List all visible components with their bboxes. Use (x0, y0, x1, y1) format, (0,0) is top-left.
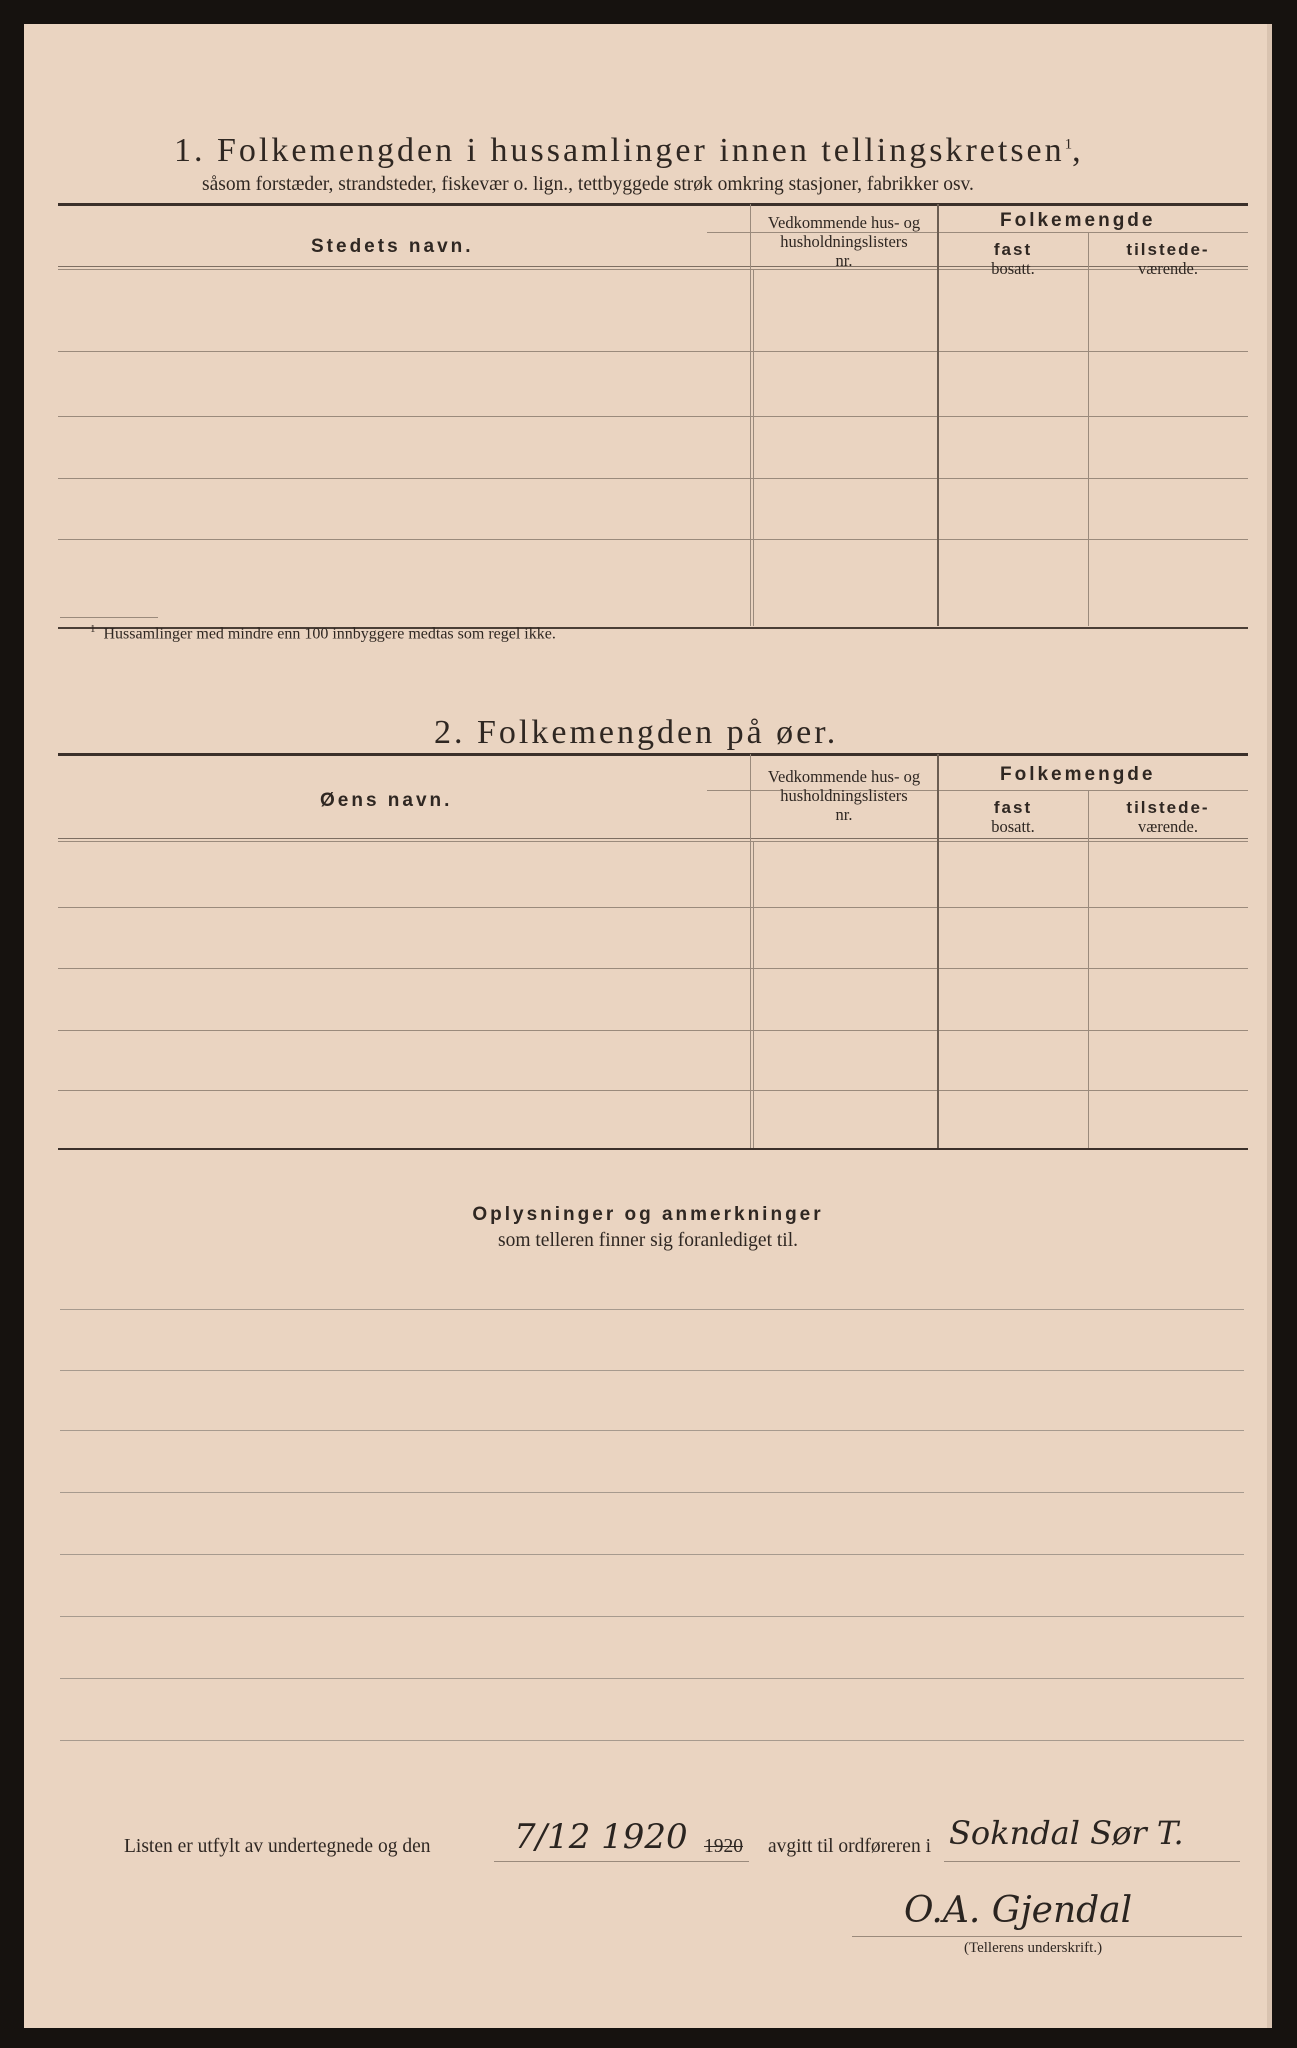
section2-col-list: Vedkommende hus- og husholdningslisters nr. (767, 767, 921, 824)
handwritten-date: 7/12 1920 (514, 1817, 688, 1857)
section1-title: 1. Folkemengden i hussamlinger innen tellingskretsen$^1$, (174, 132, 1084, 169)
section2-col-fast-bosatt: fast bosatt. (991, 798, 1035, 836)
remarks-heading: Oplysninger og anmerkninger (472, 1204, 824, 1225)
section1-footnote: $^1$ Hussamlinger med mindre enn 100 innbyggere medtas som regel ikke. (90, 623, 556, 643)
section2-col-tilstedevaerende: tilstede- værende. (1126, 798, 1210, 836)
section1-col-name: Stedets navn. (311, 236, 474, 257)
section1-col-population: Folkemengde (1000, 210, 1156, 231)
section1-subtitle: såsom forstæder, strandsteder, fiskevær o. lign., tettbyggede strøk omkring stasjoner, fabrikker osv. (202, 174, 974, 195)
handwritten-place: Sokndal Sør T. (949, 1814, 1184, 1852)
handwritten-signature: O.A. Gjendal (904, 1890, 1133, 1931)
signer-caption: (Tellerens underskrift.) (964, 1940, 1103, 1956)
signature-prefix: Listen er utfylt av undertegnede og den (124, 1836, 431, 1857)
section1-col-list: Vedkommende hus- og husholdningslisters nr. (767, 213, 921, 270)
section1-col-tilstedevaerende: tilstede- værende. (1126, 240, 1210, 278)
section2-title: 2. Folkemengden på øer. (434, 714, 839, 751)
printed-year: 1920 (704, 1836, 743, 1857)
section1-col-fast-bosatt: fast bosatt. (991, 240, 1035, 278)
section2-col-population: Folkemengde (1000, 764, 1156, 785)
signature-middle: avgitt til ordføreren i (768, 1836, 931, 1857)
section2-col-name: Øens navn. (320, 790, 453, 811)
census-form-page (24, 24, 1272, 2028)
remarks-subheading: som telleren finner sig foranlediget til. (498, 1230, 798, 1251)
